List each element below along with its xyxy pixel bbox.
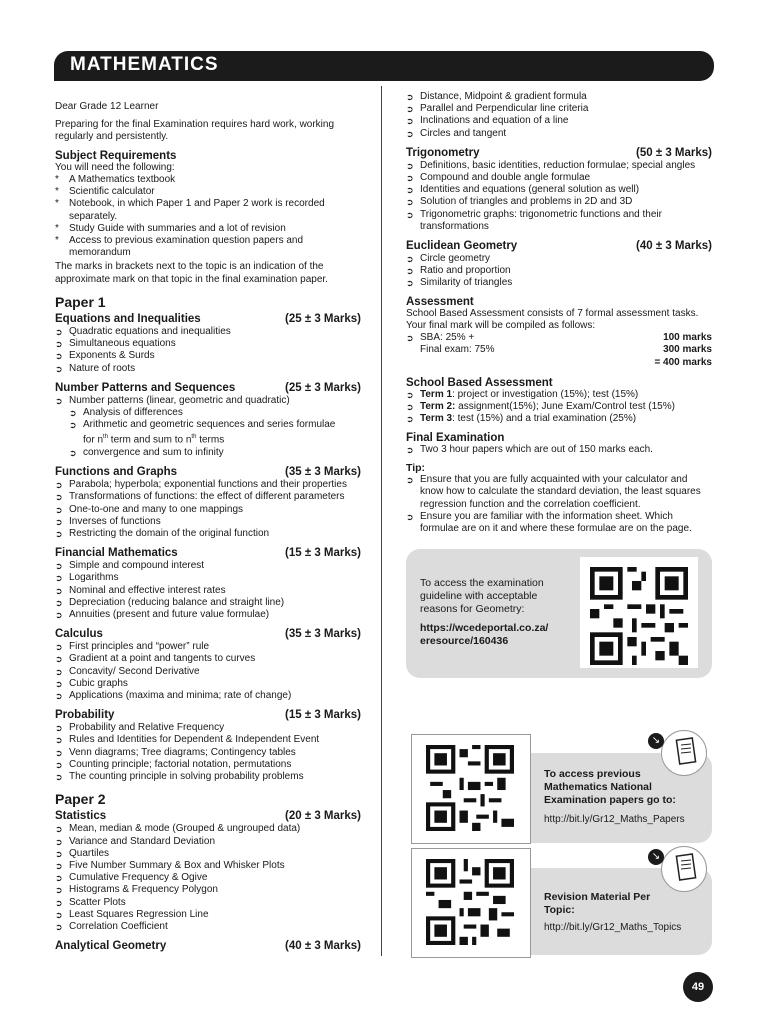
list-item: ➲ Concavity/ Second Derivative <box>55 665 200 677</box>
topic-list <box>406 253 712 290</box>
list-item: ➲ Applications (maxima and minima; rate of change) <box>55 690 292 702</box>
list-item: ➲ Cumulative Frequency & Ogive <box>55 872 208 884</box>
arrow-circle-icon: ➲ <box>55 492 63 503</box>
arrow-circle-icon: ➲ <box>406 333 414 344</box>
arrow-circle-icon: ➲ <box>406 414 414 425</box>
list-item: ➲ Annuities (present and future value formulae) <box>55 609 270 621</box>
download-arrow-icon: ↘ <box>648 733 664 749</box>
arrow-circle-icon: ➲ <box>406 266 414 277</box>
arrow-circle-icon: ➲ <box>55 772 63 783</box>
arrow-circle-icon: ➲ <box>69 408 77 419</box>
download-arrow-icon: ↘ <box>648 849 664 865</box>
arrow-circle-icon: ➲ <box>55 723 63 734</box>
list-item: ➲ Quadratic equations and inequalities <box>55 326 231 338</box>
topic-heading: Trigonometry (50 ± 3 Marks) <box>406 146 712 159</box>
arrow-circle-icon: ➲ <box>55 873 63 884</box>
list-item: ➲ Circles and tangent <box>406 127 507 139</box>
list-item: ➲ Rules and Identities for Dependent & Independent Event <box>55 734 320 746</box>
arrow-circle-icon: ➲ <box>406 209 414 220</box>
list-item: ➲ Exponents & Surds <box>55 350 155 362</box>
list-item: ➲ Least Squares Regression Line <box>55 908 209 920</box>
greeting: Dear Grade 12 Learner <box>55 101 159 112</box>
arrow-circle-icon: ➲ <box>69 448 77 458</box>
arrow-circle-icon: ➲ <box>406 185 414 196</box>
list-item: * A Mathematics textbook <box>55 174 176 186</box>
topic-list <box>55 326 361 375</box>
topic-heading: Equations and Inequalities (25 ± 3 Marks) <box>55 313 361 326</box>
arrow-circle-icon: ➲ <box>55 747 63 758</box>
page-number: 49 <box>683 972 713 1002</box>
list-item: ➲ Correlation Coefficient <box>55 921 168 933</box>
arrow-circle-icon: ➲ <box>55 654 63 665</box>
revision-link[interactable]: http://bit.ly/Gr12_Maths_Topics <box>544 922 682 933</box>
list-item: ➲ Analysis of differences <box>69 407 183 419</box>
sba-terms-list <box>406 389 712 426</box>
paper2-heading: Paper 2 <box>55 791 106 808</box>
qr-code-graphic <box>426 745 514 831</box>
assessment-breakdown <box>406 332 712 369</box>
list-item: ➲ Inverses of functions <box>55 515 161 527</box>
guideline-box <box>406 549 712 678</box>
list-item: * Access to previous examination question papers and memorandum <box>55 235 304 259</box>
total-marks: = 400 marks <box>654 356 712 368</box>
list-item: ➲ Counting principle; factorial notation, permutations <box>55 758 292 770</box>
topic-list <box>55 641 361 702</box>
qr-code-graphic <box>426 859 514 945</box>
intro-paragraph: Preparing for the final Examination requires hard work, working regularly and persistently. <box>55 119 335 143</box>
arrow-circle-icon: ➲ <box>406 444 414 455</box>
arrow-circle-icon: ➲ <box>55 922 63 933</box>
list-item: ➲ convergence and sum to infinity <box>69 447 224 458</box>
list-item: ➲ Nature of roots <box>55 362 136 374</box>
document-icon <box>661 730 707 776</box>
list-item: ➲ Similarity of triangles <box>406 277 513 289</box>
qr-code-graphic <box>590 567 688 665</box>
arrow-circle-icon: ➲ <box>55 824 63 835</box>
list-item: ➲ Distance, Midpoint & gradient formula <box>406 91 587 102</box>
arrow-circle-icon: ➲ <box>406 278 414 289</box>
arrow-circle-icon: ➲ <box>55 610 63 621</box>
arrow-circle-icon: ➲ <box>69 420 77 431</box>
topic-list <box>406 160 712 233</box>
arrow-circle-icon: ➲ <box>55 897 63 908</box>
list-item: ➲ Trigonometric graphs: trigonometric functions and their transformations <box>406 208 662 232</box>
revision-text: Revision Material Per Topic: <box>544 891 651 916</box>
topic-heading: Number Patterns and Sequences (25 ± 3 Marks) <box>55 381 361 394</box>
arrow-circle-icon: ➲ <box>406 475 414 486</box>
arrow-circle-icon: ➲ <box>55 585 63 596</box>
document-icon <box>661 846 707 892</box>
arrow-circle-icon: ➲ <box>55 363 63 374</box>
topic-heading: Euclidean Geometry (40 ± 3 Marks) <box>406 240 712 253</box>
right-column <box>406 91 712 535</box>
arrow-circle-icon: ➲ <box>55 504 63 515</box>
guideline-text: To access the examination guideline with acceptable reasons for Geometry: https://wcedeportal.co.za/ eresource/160436 <box>420 577 570 648</box>
qr-code-icon[interactable] <box>580 557 698 668</box>
arrow-circle-icon: ➲ <box>55 735 63 746</box>
list-item: ➲ Logarithms <box>55 572 119 584</box>
column-divider <box>381 86 382 956</box>
arrow-circle-icon: ➲ <box>55 516 63 527</box>
list-item: ➲ Venn diagrams; Tree diagrams; Contingency tables <box>55 746 296 758</box>
arrow-circle-icon: ➲ <box>55 351 63 362</box>
final-exam-heading: Final Examination <box>406 431 505 444</box>
arrow-circle-icon: ➲ <box>55 909 63 920</box>
qr-code-icon[interactable] <box>411 734 531 844</box>
sba-heading: School Based Assessment <box>406 376 553 389</box>
arrow-circle-icon: ➲ <box>55 836 63 847</box>
tip-list <box>406 474 712 535</box>
arrow-circle-icon: ➲ <box>55 678 63 689</box>
list-item: ➲ Ensure that you are fully acquainted with your calculator and know how to calculate the standard deviation, the least squares regression function and the correlation coefficient. <box>406 474 701 510</box>
list-item: ➲ Solution of triangles and problems in 2D and 3D <box>406 196 633 208</box>
requirements-heading: Subject Requirements <box>55 149 177 162</box>
arrow-circle-icon: ➲ <box>55 339 63 350</box>
arrow-circle-icon: ➲ <box>406 197 414 208</box>
sba-label: SBA: 25% + <box>420 332 475 344</box>
page-banner <box>54 51 714 81</box>
list-item: ➲ Simple and compound interest <box>55 560 205 572</box>
exam-marks: 300 marks <box>663 344 712 356</box>
exam-label: Final exam: 75% <box>420 344 495 356</box>
list-item: ➲ Gradient at a point and tangents to curves <box>55 653 256 665</box>
requirements-intro: You will need the following: <box>55 161 175 173</box>
arrow-circle-icon: ➲ <box>55 480 63 491</box>
paper1-heading: Paper 1 <box>55 293 106 310</box>
list-item: ➲ Depreciation (reducing balance and straight line) <box>55 596 285 608</box>
topic-list <box>406 91 712 140</box>
list-item: ➲ Cubic graphs <box>55 677 128 689</box>
arrow-circle-icon: ➲ <box>406 160 414 171</box>
list-item: ➲ Transformations of functions: the effect of different parameters <box>55 491 345 503</box>
list-item: ➲ Circle geometry <box>406 253 491 265</box>
arrow-circle-icon: ➲ <box>406 511 414 522</box>
list-item: ➲ Definitions, basic identities, reduction formulae; special angles <box>406 159 696 171</box>
arrow-circle-icon: ➲ <box>55 666 63 677</box>
left-column <box>55 101 361 953</box>
topic-list <box>55 560 361 621</box>
tip-heading: Tip: <box>406 462 426 475</box>
list-item: ➲ Number patterns (linear, geometric and quadratic) <box>55 394 290 406</box>
list-item: ➲ Term 3: test (15%) and a trial examination (25%) <box>406 413 637 425</box>
page-title: MATHEMATICS <box>70 54 219 75</box>
topic-list <box>55 479 361 540</box>
list-item: ➲ Quartiles <box>55 847 110 859</box>
arrow-circle-icon: ➲ <box>406 402 414 413</box>
list-item: * Notebook, in which Paper 1 and Paper 2 work is recorded separately. <box>55 198 325 222</box>
arrow-circle-icon: ➲ <box>55 395 63 406</box>
list-item: ➲ Probability and Relative Frequency <box>55 722 225 734</box>
topic-heading: Financial Mathematics (15 ± 3 Marks) <box>55 547 361 560</box>
qr-code-icon[interactable] <box>411 848 531 958</box>
list-item: ➲ Simultaneous equations <box>55 338 176 350</box>
list-item: ➲ Mean, median & mode (Grouped & ungrouped data) <box>55 823 301 835</box>
sba-marks: 100 marks <box>663 332 712 344</box>
arrow-circle-icon: ➲ <box>55 597 63 608</box>
arrow-circle-icon: ➲ <box>406 92 414 102</box>
arrow-circle-icon: ➲ <box>406 390 414 401</box>
final-exam-list <box>406 444 712 456</box>
list-item: ➲ Variance and Standard Deviation <box>55 835 216 847</box>
arrow-circle-icon: ➲ <box>55 642 63 653</box>
arrow-circle-icon: ➲ <box>55 529 63 540</box>
list-item: ➲ Histograms & Frequency Polygon <box>55 884 218 896</box>
arrow-circle-icon: ➲ <box>406 128 414 139</box>
list-item: ➲ The counting principle in solving probability problems <box>55 771 304 783</box>
arrow-circle-icon: ➲ <box>406 104 414 115</box>
topic-heading: Analytical Geometry (40 ± 3 Marks) <box>55 940 361 953</box>
topic-heading: Functions and Graphs (35 ± 3 Marks) <box>55 466 361 479</box>
assessment-heading: Assessment <box>406 295 474 308</box>
topic-list <box>55 722 361 783</box>
guideline-link[interactable]: https://wcedeportal.co.za/ eresource/160436 <box>420 622 549 647</box>
arrow-circle-icon: ➲ <box>55 573 63 584</box>
list-item: ➲ Arithmetic and geometric sequences and series formulae for $n^{th}$ term and sum to $n^{th}$ terms <box>69 419 336 446</box>
topic-heading: Probability (15 ± 3 Marks) <box>55 709 361 722</box>
list-item: ➲ One-to-one and many to one mappings <box>55 503 243 515</box>
assessment-text: School Based Assessment consists of 7 formal assessment tasks. Your final mark will be compiled as follows: <box>406 307 699 332</box>
requirements-list <box>55 174 361 259</box>
arrow-circle-icon: ➲ <box>55 848 63 859</box>
past-papers-text: To access previous Mathematics National Examination papers go to: <box>544 768 676 806</box>
past-papers-link[interactable]: http://bit.ly/Gr12_Maths_Papers <box>544 814 685 825</box>
list-item: ➲ Restricting the domain of the original function <box>55 528 270 540</box>
arrow-circle-icon: ➲ <box>55 759 63 770</box>
marks-note: The marks in brackets next to the topic is an indication of the approximate mark on that topic in the final examination paper. <box>55 261 328 285</box>
list-item: ➲ Five Number Summary & Box and Whisker Plots <box>55 860 285 872</box>
list-item: ➲ Ratio and proportion <box>406 265 511 277</box>
list-item: ➲ Two 3 hour papers which are out of 150 marks each. <box>406 443 653 455</box>
topic-heading: Calculus (35 ± 3 Marks) <box>55 628 361 641</box>
arrow-circle-icon: ➲ <box>55 691 63 702</box>
list-item: ➲ Compound and double angle formulae <box>406 172 591 184</box>
arrow-circle-icon: ➲ <box>55 861 63 872</box>
arrow-circle-icon: ➲ <box>55 885 63 896</box>
list-item: ➲ Parabola; hyperbola; exponential functions and their properties <box>55 479 347 491</box>
list-item: ➲ Term 1: project or investigation (15%); test (15%) <box>406 389 639 401</box>
list-item: ➲ First principles and “power” rule <box>55 641 210 653</box>
arrow-circle-icon: ➲ <box>406 254 414 265</box>
topic-list <box>55 823 361 933</box>
arrow-circle-icon: ➲ <box>406 173 414 184</box>
list-item: * Study Guide with summaries and a lot of revision <box>55 222 286 234</box>
arrow-circle-icon: ➲ <box>55 561 63 572</box>
list-item: ➲ Inclinations and equation of a line <box>406 115 569 127</box>
list-item: ➲ Ensure you are familiar with the information sheet. Which formulae are on it and where these formulae are on the page. <box>406 510 692 535</box>
list-item: ➲ Identities and equations (general solution as well) <box>406 184 640 196</box>
list-item: ➲ Nominal and effective interest rates <box>55 584 226 596</box>
list-item: ➲ Term 2: assignment(15%); June Exam/Control test (15%) <box>406 401 675 413</box>
arrow-circle-icon: ➲ <box>55 327 63 338</box>
topic-list <box>55 395 361 459</box>
topic-heading: Statistics (20 ± 3 Marks) <box>55 810 361 823</box>
arrow-circle-icon: ➲ <box>406 116 414 127</box>
list-item: * Scientific calculator <box>55 186 155 198</box>
list-item: ➲ Parallel and Perpendicular line criteria <box>406 103 589 115</box>
list-item: ➲ Scatter Plots <box>55 896 126 908</box>
